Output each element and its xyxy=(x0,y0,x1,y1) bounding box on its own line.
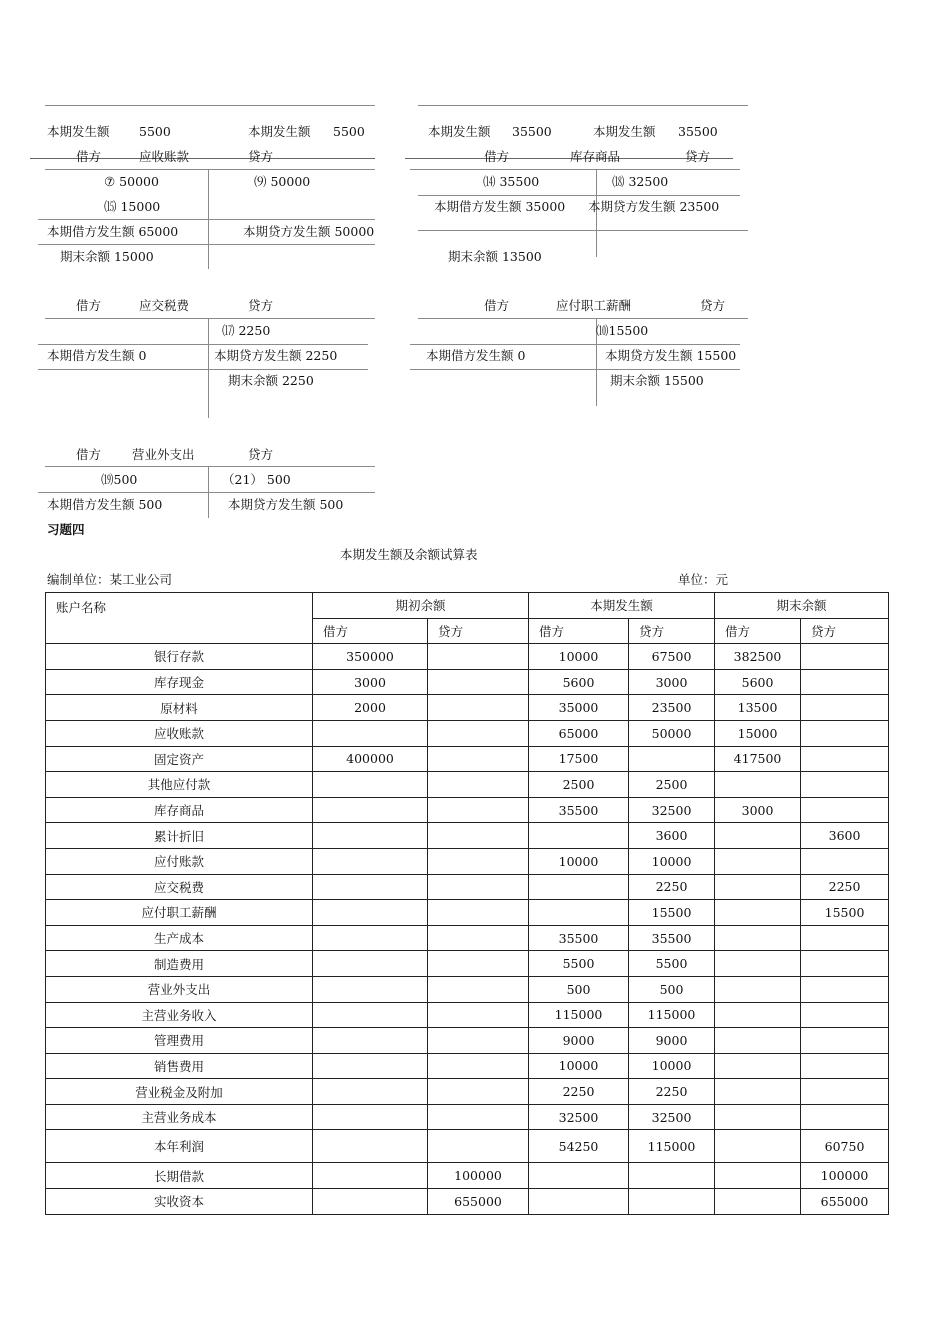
cell-current-debit: 2500 xyxy=(529,772,629,798)
cell-opening-credit xyxy=(428,874,529,900)
cell-current-debit xyxy=(529,1163,629,1189)
cell-current-debit: 115000 xyxy=(529,1002,629,1028)
cell-current-credit: 32500 xyxy=(629,797,715,823)
rule-line xyxy=(410,344,740,345)
cell-opening-debit xyxy=(313,1002,428,1028)
cell-ending-debit xyxy=(715,1130,801,1163)
cell-ending-credit: 15500 xyxy=(801,900,889,926)
rule-line xyxy=(38,244,375,245)
credit-total: 本期贷方发生额 23500 xyxy=(588,199,720,214)
current-amount-value: 5500 xyxy=(139,124,171,139)
cell-account-name: 营业外支出 xyxy=(46,976,313,1002)
cell-current-debit xyxy=(529,823,629,849)
cell-ending-credit xyxy=(801,1079,889,1105)
cell-opening-debit: 400000 xyxy=(313,746,428,772)
cell-ending-debit xyxy=(715,1002,801,1028)
credit-total: 本期贷方发生额 500 xyxy=(228,497,344,512)
ending-balance: 期末余额 15000 xyxy=(60,249,154,264)
ending-balance: 期末余额 13500 xyxy=(448,249,542,264)
cell-ending-debit xyxy=(715,1104,801,1130)
cell-current-credit xyxy=(629,746,715,772)
cell-current-credit xyxy=(629,1163,715,1189)
header-credit: 贷方 xyxy=(801,618,889,644)
table-row xyxy=(46,1163,889,1189)
cell-current-debit xyxy=(529,874,629,900)
rule-line xyxy=(410,369,740,370)
cell-current-credit: 2500 xyxy=(629,772,715,798)
cell-opening-credit xyxy=(428,669,529,695)
cell-current-debit: 65000 xyxy=(529,720,629,746)
header-credit: 贷方 xyxy=(629,618,715,644)
table-row xyxy=(46,695,889,721)
rule-line xyxy=(405,158,733,159)
rule-line xyxy=(38,492,375,493)
cell-ending-debit: 15000 xyxy=(715,720,801,746)
cell-current-credit: 35500 xyxy=(629,925,715,951)
table-row xyxy=(46,644,889,670)
table-row xyxy=(46,772,889,798)
table-header-row xyxy=(46,593,889,619)
cell-ending-credit xyxy=(801,1028,889,1054)
credit-total: 本期贷方发生额 2250 xyxy=(214,348,338,363)
table-row xyxy=(46,951,889,977)
cell-account-name: 累计折旧 xyxy=(46,823,313,849)
current-amount-value: 5500 xyxy=(333,124,365,139)
debit-total: 本期借方发生额 0 xyxy=(47,348,147,363)
cell-ending-debit xyxy=(715,1163,801,1189)
cell-current-debit: 17500 xyxy=(529,746,629,772)
rule-line xyxy=(38,219,375,220)
table-row xyxy=(46,1079,889,1105)
rule-line xyxy=(418,195,740,196)
cell-account-name: 销售费用 xyxy=(46,1053,313,1079)
cell-current-credit: 67500 xyxy=(629,644,715,670)
account-name: 营业外支出 xyxy=(132,447,195,462)
cell-opening-credit xyxy=(428,1002,529,1028)
cell-ending-debit xyxy=(715,874,801,900)
cell-current-debit: 500 xyxy=(529,976,629,1002)
cell-current-debit: 2250 xyxy=(529,1079,629,1105)
cell-ending-credit xyxy=(801,720,889,746)
cell-ending-debit xyxy=(715,823,801,849)
debit-label: 借方 xyxy=(76,149,102,164)
cell-opening-credit xyxy=(428,772,529,798)
cell-ending-debit: 382500 xyxy=(715,644,801,670)
current-amount-label: 本期发生额 xyxy=(428,124,491,139)
credit-entry: ⒅ 32500 xyxy=(612,174,669,189)
cell-ending-debit xyxy=(715,976,801,1002)
cell-opening-credit xyxy=(428,746,529,772)
table-row xyxy=(46,720,889,746)
cell-ending-credit: 2250 xyxy=(801,874,889,900)
header-debit: 借方 xyxy=(313,618,428,644)
cell-current-debit: 10000 xyxy=(529,848,629,874)
cell-account-name: 库存商品 xyxy=(46,797,313,823)
cell-opening-debit xyxy=(313,772,428,798)
cell-account-name: 银行存款 xyxy=(46,644,313,670)
cell-current-debit: 9000 xyxy=(529,1028,629,1054)
cell-current-debit: 35000 xyxy=(529,695,629,721)
cell-account-name: 应付账款 xyxy=(46,848,313,874)
cell-current-credit: 15500 xyxy=(629,900,715,926)
cell-ending-debit xyxy=(715,925,801,951)
cell-current-credit: 50000 xyxy=(629,720,715,746)
debit-label: 借方 xyxy=(76,447,102,462)
cell-account-name: 应交税费 xyxy=(46,874,313,900)
cell-account-name: 长期借款 xyxy=(46,1163,313,1189)
header-ending-balance: 期末余额 xyxy=(715,593,889,619)
cell-opening-credit xyxy=(428,797,529,823)
cell-opening-debit: 3000 xyxy=(313,669,428,695)
cell-opening-debit xyxy=(313,1163,428,1189)
t-account-top-line xyxy=(45,466,375,467)
cell-account-name: 实收资本 xyxy=(46,1189,313,1215)
cell-current-credit: 115000 xyxy=(629,1130,715,1163)
table-row xyxy=(46,925,889,951)
table-row xyxy=(46,669,889,695)
cell-ending-debit: 417500 xyxy=(715,746,801,772)
cell-opening-debit xyxy=(313,1053,428,1079)
cell-account-name: 本年利润 xyxy=(46,1130,313,1163)
cell-ending-credit xyxy=(801,1002,889,1028)
trial-balance-table xyxy=(45,592,889,1215)
cell-current-credit: 3600 xyxy=(629,823,715,849)
cell-account-name: 主营业务成本 xyxy=(46,1104,313,1130)
table-row xyxy=(46,797,889,823)
table-row xyxy=(46,1028,889,1054)
t-account-divider xyxy=(208,318,209,418)
table-title: 本期发生额及余额试算表 xyxy=(340,547,478,562)
cell-ending-debit xyxy=(715,848,801,874)
cell-ending-credit xyxy=(801,772,889,798)
debit-label: 借方 xyxy=(484,298,510,313)
cell-account-name: 营业税金及附加 xyxy=(46,1079,313,1105)
credit-label: 贷方 xyxy=(685,149,711,164)
cell-current-credit: 32500 xyxy=(629,1104,715,1130)
current-amount-label: 本期发生额 xyxy=(248,124,311,139)
exercise-title: 习题四 xyxy=(47,522,85,537)
cell-opening-credit: 100000 xyxy=(428,1163,529,1189)
account-name: 库存商品 xyxy=(570,149,621,164)
cell-ending-credit xyxy=(801,1053,889,1079)
cell-opening-debit xyxy=(313,1104,428,1130)
cell-current-credit: 23500 xyxy=(629,695,715,721)
cell-ending-credit xyxy=(801,925,889,951)
cell-current-debit: 5500 xyxy=(529,951,629,977)
cell-account-name: 生产成本 xyxy=(46,925,313,951)
cell-ending-credit xyxy=(801,848,889,874)
cell-opening-debit xyxy=(313,823,428,849)
debit-total: 本期借方发生额 35000 xyxy=(434,199,566,214)
header-current-amount: 本期发生额 xyxy=(529,593,715,619)
cell-current-credit: 10000 xyxy=(629,848,715,874)
cell-opening-debit: 2000 xyxy=(313,695,428,721)
table-row xyxy=(46,823,889,849)
current-amount-label: 本期发生额 xyxy=(593,124,656,139)
cell-opening-credit xyxy=(428,900,529,926)
account-name: 应收账款 xyxy=(139,149,190,164)
rule-line xyxy=(45,105,375,106)
cell-opening-credit xyxy=(428,976,529,1002)
cell-current-credit: 9000 xyxy=(629,1028,715,1054)
cell-ending-credit: 3600 xyxy=(801,823,889,849)
header-debit: 借方 xyxy=(529,618,629,644)
cell-opening-debit xyxy=(313,797,428,823)
cell-current-credit: 5500 xyxy=(629,951,715,977)
cell-ending-debit xyxy=(715,1079,801,1105)
cell-ending-debit: 5600 xyxy=(715,669,801,695)
header-credit: 贷方 xyxy=(428,618,529,644)
cell-current-debit: 10000 xyxy=(529,644,629,670)
cell-opening-debit xyxy=(313,1130,428,1163)
rule-line xyxy=(418,230,748,231)
cell-ending-debit xyxy=(715,900,801,926)
cell-opening-credit xyxy=(428,823,529,849)
cell-opening-debit xyxy=(313,1028,428,1054)
cell-current-debit: 35500 xyxy=(529,925,629,951)
cell-ending-debit: 3000 xyxy=(715,797,801,823)
cell-ending-credit: 655000 xyxy=(801,1189,889,1215)
cell-opening-debit xyxy=(313,848,428,874)
debit-entry: ⑦ 50000 xyxy=(104,174,159,189)
table-row xyxy=(46,746,889,772)
table-row xyxy=(46,976,889,1002)
cell-opening-credit xyxy=(428,925,529,951)
ending-balance: 期末余额 15500 xyxy=(610,373,704,388)
header-debit: 借方 xyxy=(715,618,801,644)
cell-opening-credit xyxy=(428,1130,529,1163)
cell-current-debit: 32500 xyxy=(529,1104,629,1130)
cell-ending-credit xyxy=(801,1104,889,1130)
cell-ending-credit xyxy=(801,695,889,721)
cell-opening-credit xyxy=(428,1079,529,1105)
debit-label: 借方 xyxy=(76,298,102,313)
credit-label: 贷方 xyxy=(248,298,274,313)
company-label: 编制单位：某工业公司 xyxy=(47,572,173,587)
account-name: 应交税费 xyxy=(139,298,190,313)
cell-account-name: 应付职工薪酬 xyxy=(46,900,313,926)
cell-current-debit: 35500 xyxy=(529,797,629,823)
table-row xyxy=(46,1104,889,1130)
credit-total: 本期贷方发生额 50000 xyxy=(243,224,375,239)
cell-current-credit: 115000 xyxy=(629,1002,715,1028)
credit-entry: ⑼ 50000 xyxy=(254,174,311,189)
debit-entry: ⒆500 xyxy=(101,472,138,487)
cell-opening-debit xyxy=(313,874,428,900)
current-amount-label: 本期发生额 xyxy=(47,124,110,139)
t-account-top-line xyxy=(418,318,748,319)
t-account-top-line xyxy=(410,169,740,170)
cell-ending-debit: 13500 xyxy=(715,695,801,721)
credit-total: 本期贷方发生额 15500 xyxy=(605,348,737,363)
cell-opening-debit xyxy=(313,976,428,1002)
account-name: 应付职工薪酬 xyxy=(556,298,632,313)
cell-ending-credit xyxy=(801,976,889,1002)
cell-opening-debit xyxy=(313,720,428,746)
cell-opening-credit xyxy=(428,848,529,874)
cell-opening-credit xyxy=(428,644,529,670)
cell-account-name: 制造费用 xyxy=(46,951,313,977)
t-account-top-line xyxy=(45,169,375,170)
cell-account-name: 应收账款 xyxy=(46,720,313,746)
cell-current-debit: 10000 xyxy=(529,1053,629,1079)
credit-entry: （21） 500 xyxy=(222,472,291,487)
debit-total: 本期借方发生额 500 xyxy=(47,497,163,512)
cell-current-credit: 500 xyxy=(629,976,715,1002)
cell-current-debit: 54250 xyxy=(529,1130,629,1163)
cell-opening-credit xyxy=(428,1104,529,1130)
cell-opening-debit xyxy=(313,900,428,926)
cell-ending-debit xyxy=(715,772,801,798)
unit-label: 单位：元 xyxy=(678,572,729,587)
cell-account-name: 库存现金 xyxy=(46,669,313,695)
cell-account-name: 管理费用 xyxy=(46,1028,313,1054)
cell-ending-credit xyxy=(801,951,889,977)
cell-opening-credit: 655000 xyxy=(428,1189,529,1215)
debit-total: 本期借方发生额 65000 xyxy=(47,224,179,239)
header-account-name: 账户名称 xyxy=(46,593,313,644)
cell-account-name: 主营业务收入 xyxy=(46,1002,313,1028)
cell-ending-debit xyxy=(715,1028,801,1054)
cell-current-credit: 3000 xyxy=(629,669,715,695)
cell-ending-credit: 60750 xyxy=(801,1130,889,1163)
cell-ending-credit xyxy=(801,669,889,695)
cell-current-credit: 10000 xyxy=(629,1053,715,1079)
debit-label: 借方 xyxy=(484,149,510,164)
table-row xyxy=(46,1053,889,1079)
ending-balance: 期末余额 2250 xyxy=(228,373,314,388)
cell-current-credit: 2250 xyxy=(629,1079,715,1105)
table-row xyxy=(46,1002,889,1028)
cell-ending-debit xyxy=(715,951,801,977)
cell-ending-credit xyxy=(801,746,889,772)
credit-entry: ⒄ 2250 xyxy=(222,323,271,338)
cell-ending-credit xyxy=(801,797,889,823)
cell-opening-debit xyxy=(313,925,428,951)
cell-current-credit: 2250 xyxy=(629,874,715,900)
debit-entry: ⒁ 35500 xyxy=(483,174,540,189)
cell-account-name: 其他应付款 xyxy=(46,772,313,798)
table-row xyxy=(46,848,889,874)
cell-opening-debit xyxy=(313,1189,428,1215)
table-row xyxy=(46,1189,889,1215)
cell-opening-credit xyxy=(428,695,529,721)
cell-account-name: 固定资产 xyxy=(46,746,313,772)
rule-line xyxy=(418,105,748,106)
cell-opening-credit xyxy=(428,1028,529,1054)
header-opening-balance: 期初余额 xyxy=(313,593,529,619)
current-amount-value: 35500 xyxy=(678,124,718,139)
cell-opening-debit xyxy=(313,951,428,977)
cell-current-debit xyxy=(529,900,629,926)
credit-entry: ⑽15500 xyxy=(596,323,649,338)
cell-opening-credit xyxy=(428,720,529,746)
table-row xyxy=(46,874,889,900)
t-account-top-line xyxy=(45,318,375,319)
cell-current-credit xyxy=(629,1189,715,1215)
cell-opening-credit xyxy=(428,951,529,977)
cell-opening-debit xyxy=(313,1079,428,1105)
debit-total: 本期借方发生额 0 xyxy=(426,348,526,363)
credit-label: 贷方 xyxy=(700,298,726,313)
credit-label: 贷方 xyxy=(248,447,274,462)
cell-ending-credit xyxy=(801,644,889,670)
debit-entry: ⒂ 15000 xyxy=(104,199,161,214)
rule-line xyxy=(38,369,368,370)
cell-account-name: 原材料 xyxy=(46,695,313,721)
table-row xyxy=(46,900,889,926)
cell-current-debit xyxy=(529,1189,629,1215)
rule-line xyxy=(38,344,368,345)
cell-current-debit: 5600 xyxy=(529,669,629,695)
cell-ending-debit xyxy=(715,1189,801,1215)
cell-opening-debit: 350000 xyxy=(313,644,428,670)
table-row xyxy=(46,1130,889,1163)
current-amount-value: 35500 xyxy=(512,124,552,139)
cell-ending-credit: 100000 xyxy=(801,1163,889,1189)
cell-ending-debit xyxy=(715,1053,801,1079)
cell-opening-credit xyxy=(428,1053,529,1079)
credit-label: 贷方 xyxy=(248,149,274,164)
